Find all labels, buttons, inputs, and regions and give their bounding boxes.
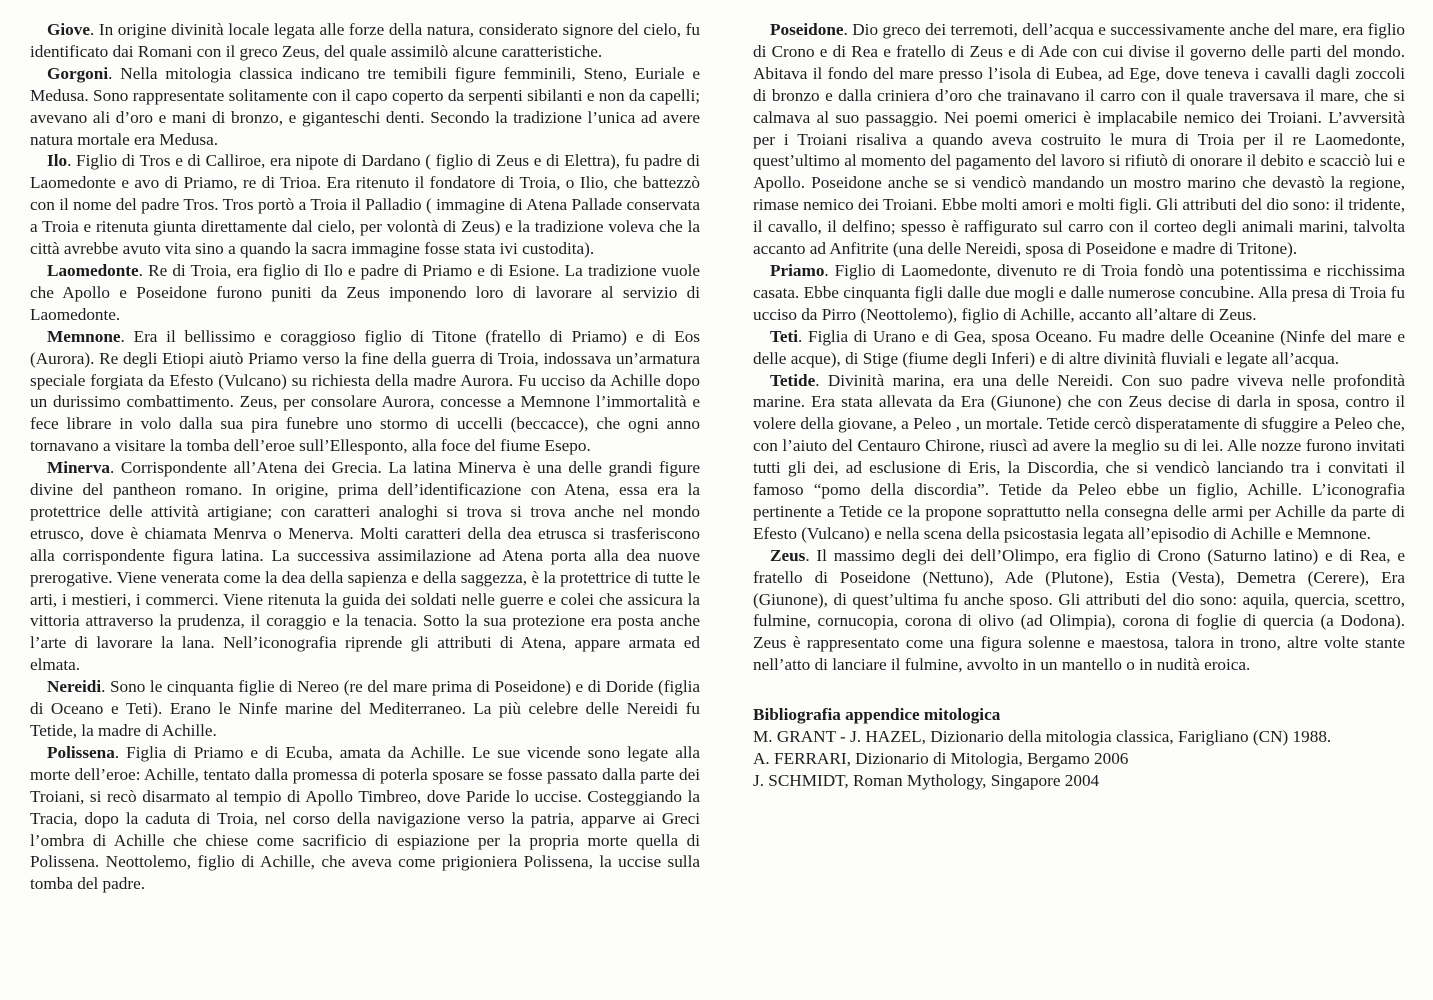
entry-term: Memnone (47, 326, 121, 346)
entry-term: Gorgoni (47, 63, 109, 83)
entry-memnone (30, 326, 700, 457)
entry-poseidone (753, 19, 1405, 260)
entry-text: . Era il bellissimo e coraggioso figlio di Titone (fratello di Priamo) e di Eos (Aurora). Re degli Etiopi aiutò Priamo verso la fine della guerra di Troia, indossava un’armatura speciale forgiata da Efesto (Vulcano) su richiesta della madre Aurora. Fu ucciso da Achille dopo un durissimo combattimento. Zeus, per consolare Aurora, concesse a Memnone l’immortalità e fece librare in volo dalla sua pira funebre uno stormo di uccelli (beccacce), che ogni anno tornavano a visitare la tomba dell’eroe sull’Ellesponto, alla foce del fiume Esepo. (30, 326, 700, 456)
entry-text: . Il massimo degli dei dell’Olimpo, era figlio di Crono (Saturno latino) e di Rea, e fratello di Poseidone (Nettuno), Ade (Plutone), Estia (Vesta), Demetra (Cerere), Era (Giunone), di quest’ultima fu anche sposo. Gli attributi del dio sono: aquila, quercia, scettro, fulmine, cornucopia, corona di olivo (ad Olimpia), corona di foglie di quercia (a Dodona). Zeus è rappresentato come una figura solenne e maestosa, talora in trono, altre volte stante nell’atto di lanciare il fulmine, avvolto in un mantello o in nudità eroica. (753, 545, 1405, 675)
entry-tetide (753, 370, 1405, 545)
entry-ilo (30, 150, 700, 260)
entry-zeus (753, 545, 1405, 676)
bibliography-item: J. SCHMIDT, Roman Mythology, Singapore 2004 (753, 770, 1100, 790)
entry-text: . Nella mitologia classica indicano tre temibili figure femminili, Steno, Euriale e Medusa. Sono rappresentate solitamente con il capo coperto da serpenti sibilanti e non da capelli; avevano ali d’oro e mani di bronzo, e giganteschi denti. Secondo la tradizione l’unica ad avere natura mortale era Medusa. (30, 63, 700, 149)
entry-text: . Figlio di Tros e di Calliroe, era nipote di Dardano ( figlio di Zeus e di Elettra), fu padre di Laomedonte e avo di Priamo, re di Trioa. Era ritenuto il fondatore di Troia, o Ilio, che battezzò con il nome del padre Tros. Tros portò a Troia il Palladio ( immagine di Atena Pallade conservata a Troia e ritenuta giunta direttamente dal cielo, per volontà di Zeus) e la tradizione voleva che la città avrebbe avuto vita sino a quando la sacra immagine fosse stata ivi custodita). (30, 151, 700, 259)
bibliography-item: M. GRANT - J. HAZEL, Dizionario della mitologia classica, Farigliano (CN) 1988. (753, 727, 1332, 747)
entry-text: . Figlia di Priamo e di Ecuba, amata da Achille. Le sue vicende sono legate alla morte dell’eroe: Achille, tentato dalla promessa di poterla sposare se fosse passato dalla parte dei Troiani, si recò disarmato al tempio di Apollo Timbreo, dove Paride lo uccise. Costeggiando la Tracia, dopo la caduta di Troia, nel corso della navigazione verso la patria, apparve ai Greci l’ombra di Achille che chiese come sacrificio di espiazione per la propria morte quella di Polissena. Neottolemo, figlio di Achille, che aveva come prigioniera Polissena, la uccise sulla tomba del padre. (30, 742, 700, 894)
bibliography-title: Bibliografia appendice mitologica (753, 705, 1001, 725)
entry-term: Giove (47, 20, 90, 39)
entry-text: . Re di Troia, era figlio di Ilo e padre di Priamo e di Esione. La tradizione vuole che Apollo e Poseidone furono puniti da Zeus imponendo loro di lavorare al servizio di Laomedonte. (30, 260, 700, 324)
entry-priamo (753, 260, 1405, 326)
entry-text: . Dio greco dei terremoti, dell’acqua e successivamente anche del mare, era figlio di Crono e di Rea e fratello di Zeus e di Ade con cui divise il governo delle parti del mondo. Abitava il fondo del mare presso l’isola di Eubea, ad Ege, dove teneva i cavalli dagli zoccoli di bronzo e dalla criniera d’oro che trainavano il carro con il quale traversava il mare, che si calmava al suo passaggio. Nei poemi omerici è implacabile nemico dei Troiani. L’avversità per i Troiani risaliva a quando aveva costruito le mura di Troia per il re Laomedonte, quest’ultimo al momento del pagamento del lavoro si rifiutò di onorare il debito e scacciò lui e Apollo. Poseidone anche se si vendicò mandando un mostro marino che devastò la regione, rimase nemico dei Troiani. Ebbe molti amori e molti figli. Gli attributi del dio sono: il tridente, il cavallo, il delfino; spesso è raffigurato sul carro con il corteo degli animali marini, talvolta accanto ad Anfitrite (una delle Nereidi, sposa di Poseidone e madre di Tritone). (753, 20, 1405, 259)
entry-laomedonte (30, 260, 700, 326)
entry-term: Tetide (770, 370, 816, 390)
entry-teti (753, 326, 1405, 370)
entry-text: . Figlia di Urano e di Gea, sposa Oceano. Fu madre delle Oceanine (Ninfe del mare e delle acque), di Stige (fiume degli Inferi) e di altre divinità fluviali e legate all’acqua. (753, 326, 1405, 368)
entry-polissena (30, 742, 700, 895)
entry-term: Priamo (770, 260, 825, 280)
entry-term: Zeus (770, 545, 806, 565)
entry-term: Nereidi (47, 677, 102, 697)
entry-text: . Sono le cinquanta figlie di Nereo (re del mare prima di Poseidone) e di Doride (figlia di Oceano e Teti). Erano le Ninfe marine del Mediterraneo. La più celebre delle Nereidi fu Tetide, la madre di Achille. (30, 677, 700, 740)
bibliography (753, 704, 1405, 792)
entry-term: Ilo (47, 151, 68, 171)
entry-minerva (30, 457, 700, 676)
left-column (30, 19, 700, 895)
bibliography-item: A. FERRARI, Dizionario di Mitologia, Bergamo 2006 (753, 749, 1129, 768)
entry-nereidi (30, 676, 700, 742)
entry-term: Laomedonte (47, 260, 139, 280)
right-column (753, 19, 1405, 792)
entry-giove (30, 19, 700, 63)
entry-term: Poseidone (770, 20, 844, 39)
entry-text: . In origine divinità locale legata alle forze della natura, considerato signore del cielo, fu identificato dai Romani con il greco Zeus, del quale assimilò alcune caratteristiche. (30, 20, 700, 61)
entry-text: . Figlio di Laomedonte, divenuto re di Troia fondò una potentissima e ricchissima casata. Ebbe cinquanta figli dalle due mogli e dalle numerose concubine. Alla presa di Troia fu ucciso da Pirro (Neottolemo), figlio di Achille, accanto all’altare di Zeus. (753, 260, 1405, 324)
entry-text: . Corrispondente all’Atena dei Grecia. La latina Minerva è una delle grandi figure divine del pantheon romano. In origine, prima dell’identificazione con Atena, essa era la protettrice delle attività artigiane; con caratteri analoghi si trova si trova anche nel mondo etrusco, dove è chiamata Menrva o Menerva. Molti caratteri della dea etrusca si trasferiscono alla corrispondente figura latina. La successiva assimilazione ad Atena porta alla dea nuove prerogative. Viene venerata come la dea della sapienza e della saggezza, è la protettrice di tutte le arti, i mestieri, i commerci. Viene ritenuta la guida dei soldati nelle guerre e colei che assicura la vittoria attraverso la prudenza, il coraggio e la tenacia. Sotto la sua protezione era posta anche l’arte di lavorare la lana. Nell’iconografia riprende gli attributi di Atena, appare armata ed elmata. (30, 458, 700, 675)
entry-term: Teti (770, 326, 799, 346)
entry-gorgoni (30, 63, 700, 151)
entry-term: Polissena (47, 742, 115, 762)
entry-text: . Divinità marina, era una delle Nereidi. Con suo padre viveva nelle profondità marine. Era stata allevata da Era (Giunone) che con Zeus decise di darla in sposa, contro il volere della giovane, a Peleo , un mortale. Tetide cercò disperatamente di sfuggire a Peleo che, con l’aiuto del Centauro Chirone, riuscì ad avere la meglio su di lei. Alle nozze furono invitati tutti gli dei, ad esclusione di Eris, la Discordia, che si vendicò lanciando tra i convitati il famoso “pomo della discordia”. Tetide da Peleo ebbe un figlio, Achille. L’iconografia pertinente a Tetide ce la propone soprattutto nella consegna delle armi per Achille da parte di Efesto (Vulcano) e nella scena della psicostasia legata all’episodio di Achille e Memnone. (753, 370, 1405, 543)
entry-term: Minerva (47, 458, 111, 478)
